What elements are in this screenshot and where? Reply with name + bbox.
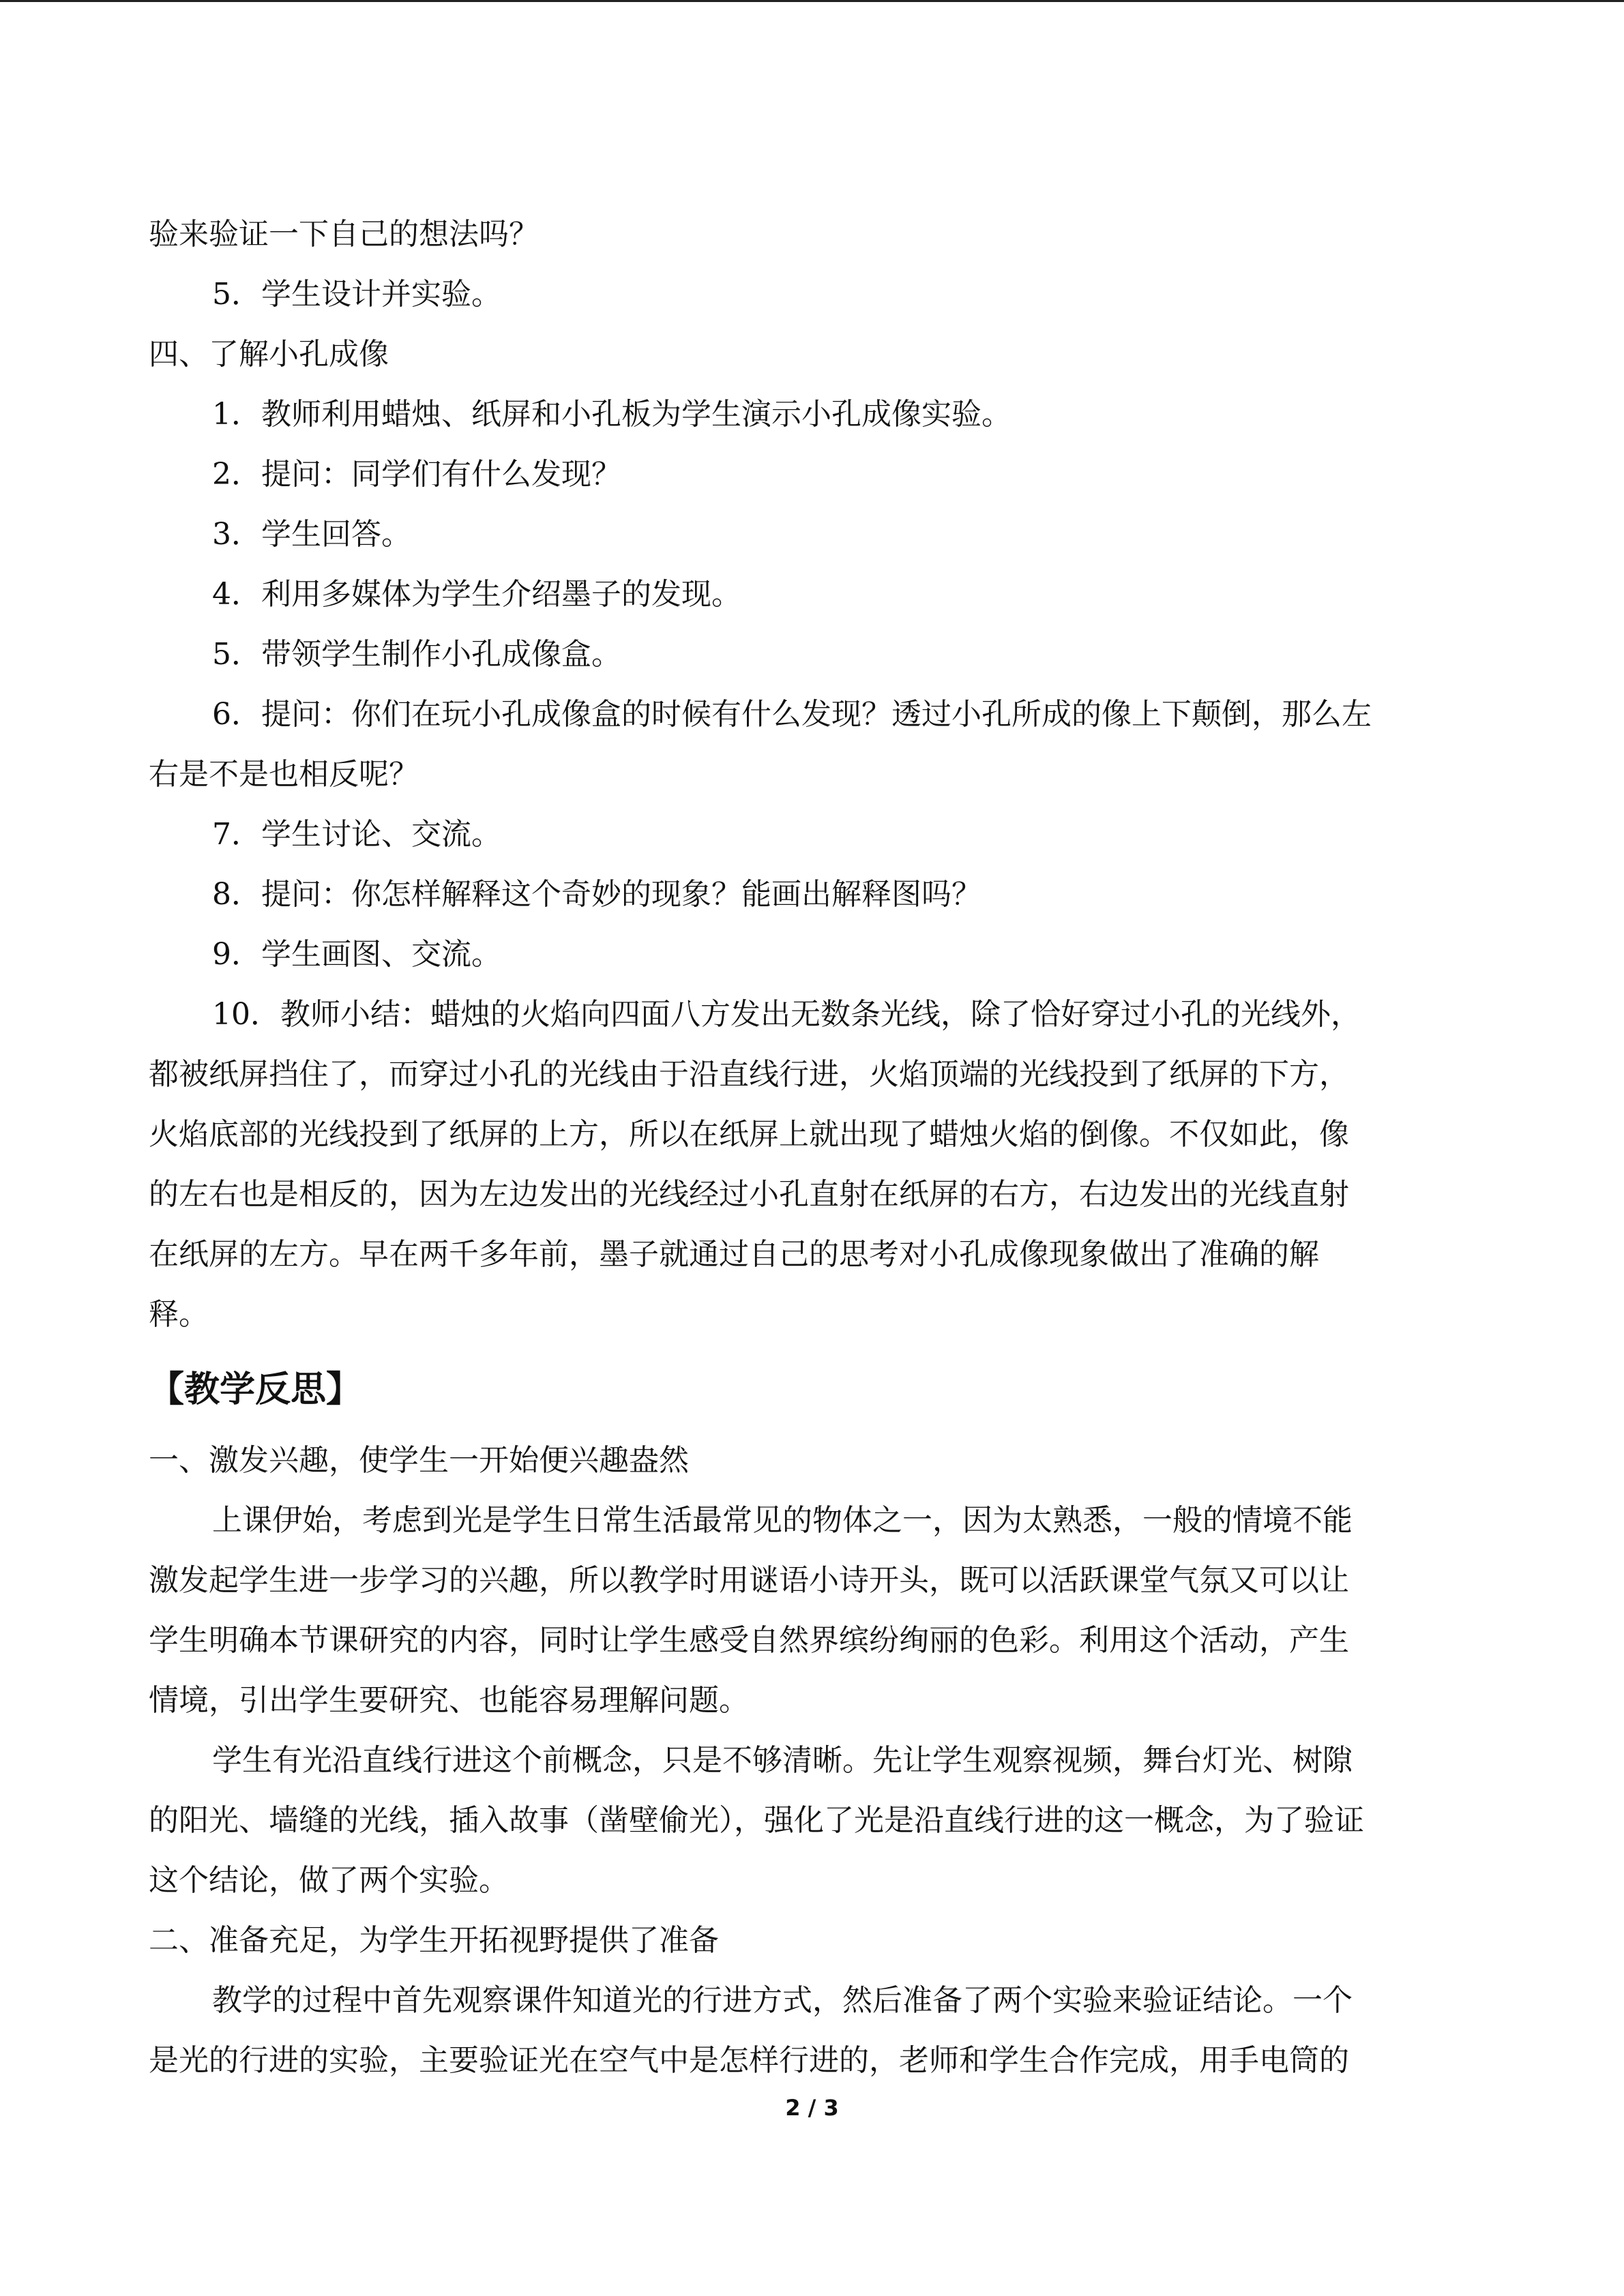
list-item: 5．带领学生制作小孔成像盒。 — [212, 637, 621, 672]
section-title: 二、准备充足，为学生开拓视野提供了准备 — [149, 1923, 719, 1958]
list-item: 7．学生讨论、交流。 — [212, 817, 501, 852]
text-line: 火焰底部的光线投到了纸屏的上方，所以在纸屏上就出现了蜡烛火焰的倒像。不仅如此，像 — [149, 1117, 1349, 1152]
paragraph-line: 教学的过程中首先观察课件知道光的行进方式，然后准备了两个实验来验证结论。一个 — [212, 1983, 1353, 2018]
text-line: 是光的行进的实验，主要验证光在空气中是怎样行进的，老师和学生合作完成，用手电筒的 — [149, 2043, 1349, 2078]
list-item: 3．学生回答。 — [212, 517, 411, 552]
text-line: 的阳光、墙缝的光线，插入故事（凿壁偷光），强化了光是沿直线行进的这一概念，为了验证 — [149, 1803, 1364, 1838]
list-item: 1．教师利用蜡烛、纸屏和小孔板为学生演示小孔成像实验。 — [212, 397, 1012, 432]
text-line: 在纸屏的左方。早在两千多年前，墨子就通过自己的思考对小孔成像现象做出了准确的解 — [149, 1237, 1319, 1272]
section-title: 一、激发兴趣，使学生一开始便兴趣盎然 — [149, 1443, 689, 1478]
list-item: 10．教师小结：蜡烛的火焰向四面八方发出无数条光线，除了恰好穿过小孔的光线外， — [212, 997, 1361, 1032]
list-item: 5．学生设计并实验。 — [212, 277, 501, 312]
list-item: 9．学生画图、交流。 — [212, 937, 501, 972]
list-item: 6．提问：你们在玩小孔成像盒的时候有什么发现？透过小孔所成的像上下颠倒，那么左 — [212, 697, 1372, 732]
paragraph-line: 上课伊始，考虑到光是学生日常生活最常见的物体之一，因为太熟悉，一般的情境不能 — [212, 1503, 1353, 1538]
section-title: 四、了解小孔成像 — [149, 337, 389, 372]
list-item: 2．提问：同学们有什么发现？ — [212, 457, 621, 492]
text-line: 的左右也是相反的，因为左边发出的光线经过小孔直射在纸屏的右方，右边发出的光线直射 — [149, 1177, 1349, 1212]
list-item: 4．利用多媒体为学生介绍墨子的发现。 — [212, 577, 741, 612]
text-line: 激发起学生进一步学习的兴趣，所以教学时用谜语小诗开头，既可以活跃课堂气氛又可以让 — [149, 1563, 1349, 1598]
page-top-border — [0, 0, 1624, 2]
document-body — [149, 205, 1475, 2091]
text-line: 这个结论，做了两个实验。 — [149, 1863, 509, 1898]
paragraph-line: 学生有光沿直线行进这个前概念，只是不够清晰。先让学生观察视频，舞台灯光、树隙 — [212, 1743, 1353, 1778]
text-line: 释。 — [149, 1297, 209, 1332]
text-line: 学生明确本节课研究的内容，同时让学生感受自然界缤纷绚丽的色彩。利用这个活动，产生 — [149, 1623, 1349, 1658]
text-line: 右是不是也相反呢？ — [149, 757, 419, 792]
text-line: 情境，引出学生要研究、也能容易理解问题。 — [149, 1683, 749, 1718]
section-heading: 【教学反思】 — [149, 1369, 362, 1410]
text-line: 验来验证一下自己的想法吗？ — [149, 217, 539, 252]
list-item: 8．提问：你怎样解释这个奇妙的现象？能画出解释图吗？ — [212, 877, 981, 912]
page-number: 2 / 3 — [785, 2095, 839, 2121]
text-line: 都被纸屏挡住了，而穿过小孔的光线由于沿直线行进，火焰顶端的光线投到了纸屏的下方， — [149, 1057, 1349, 1092]
